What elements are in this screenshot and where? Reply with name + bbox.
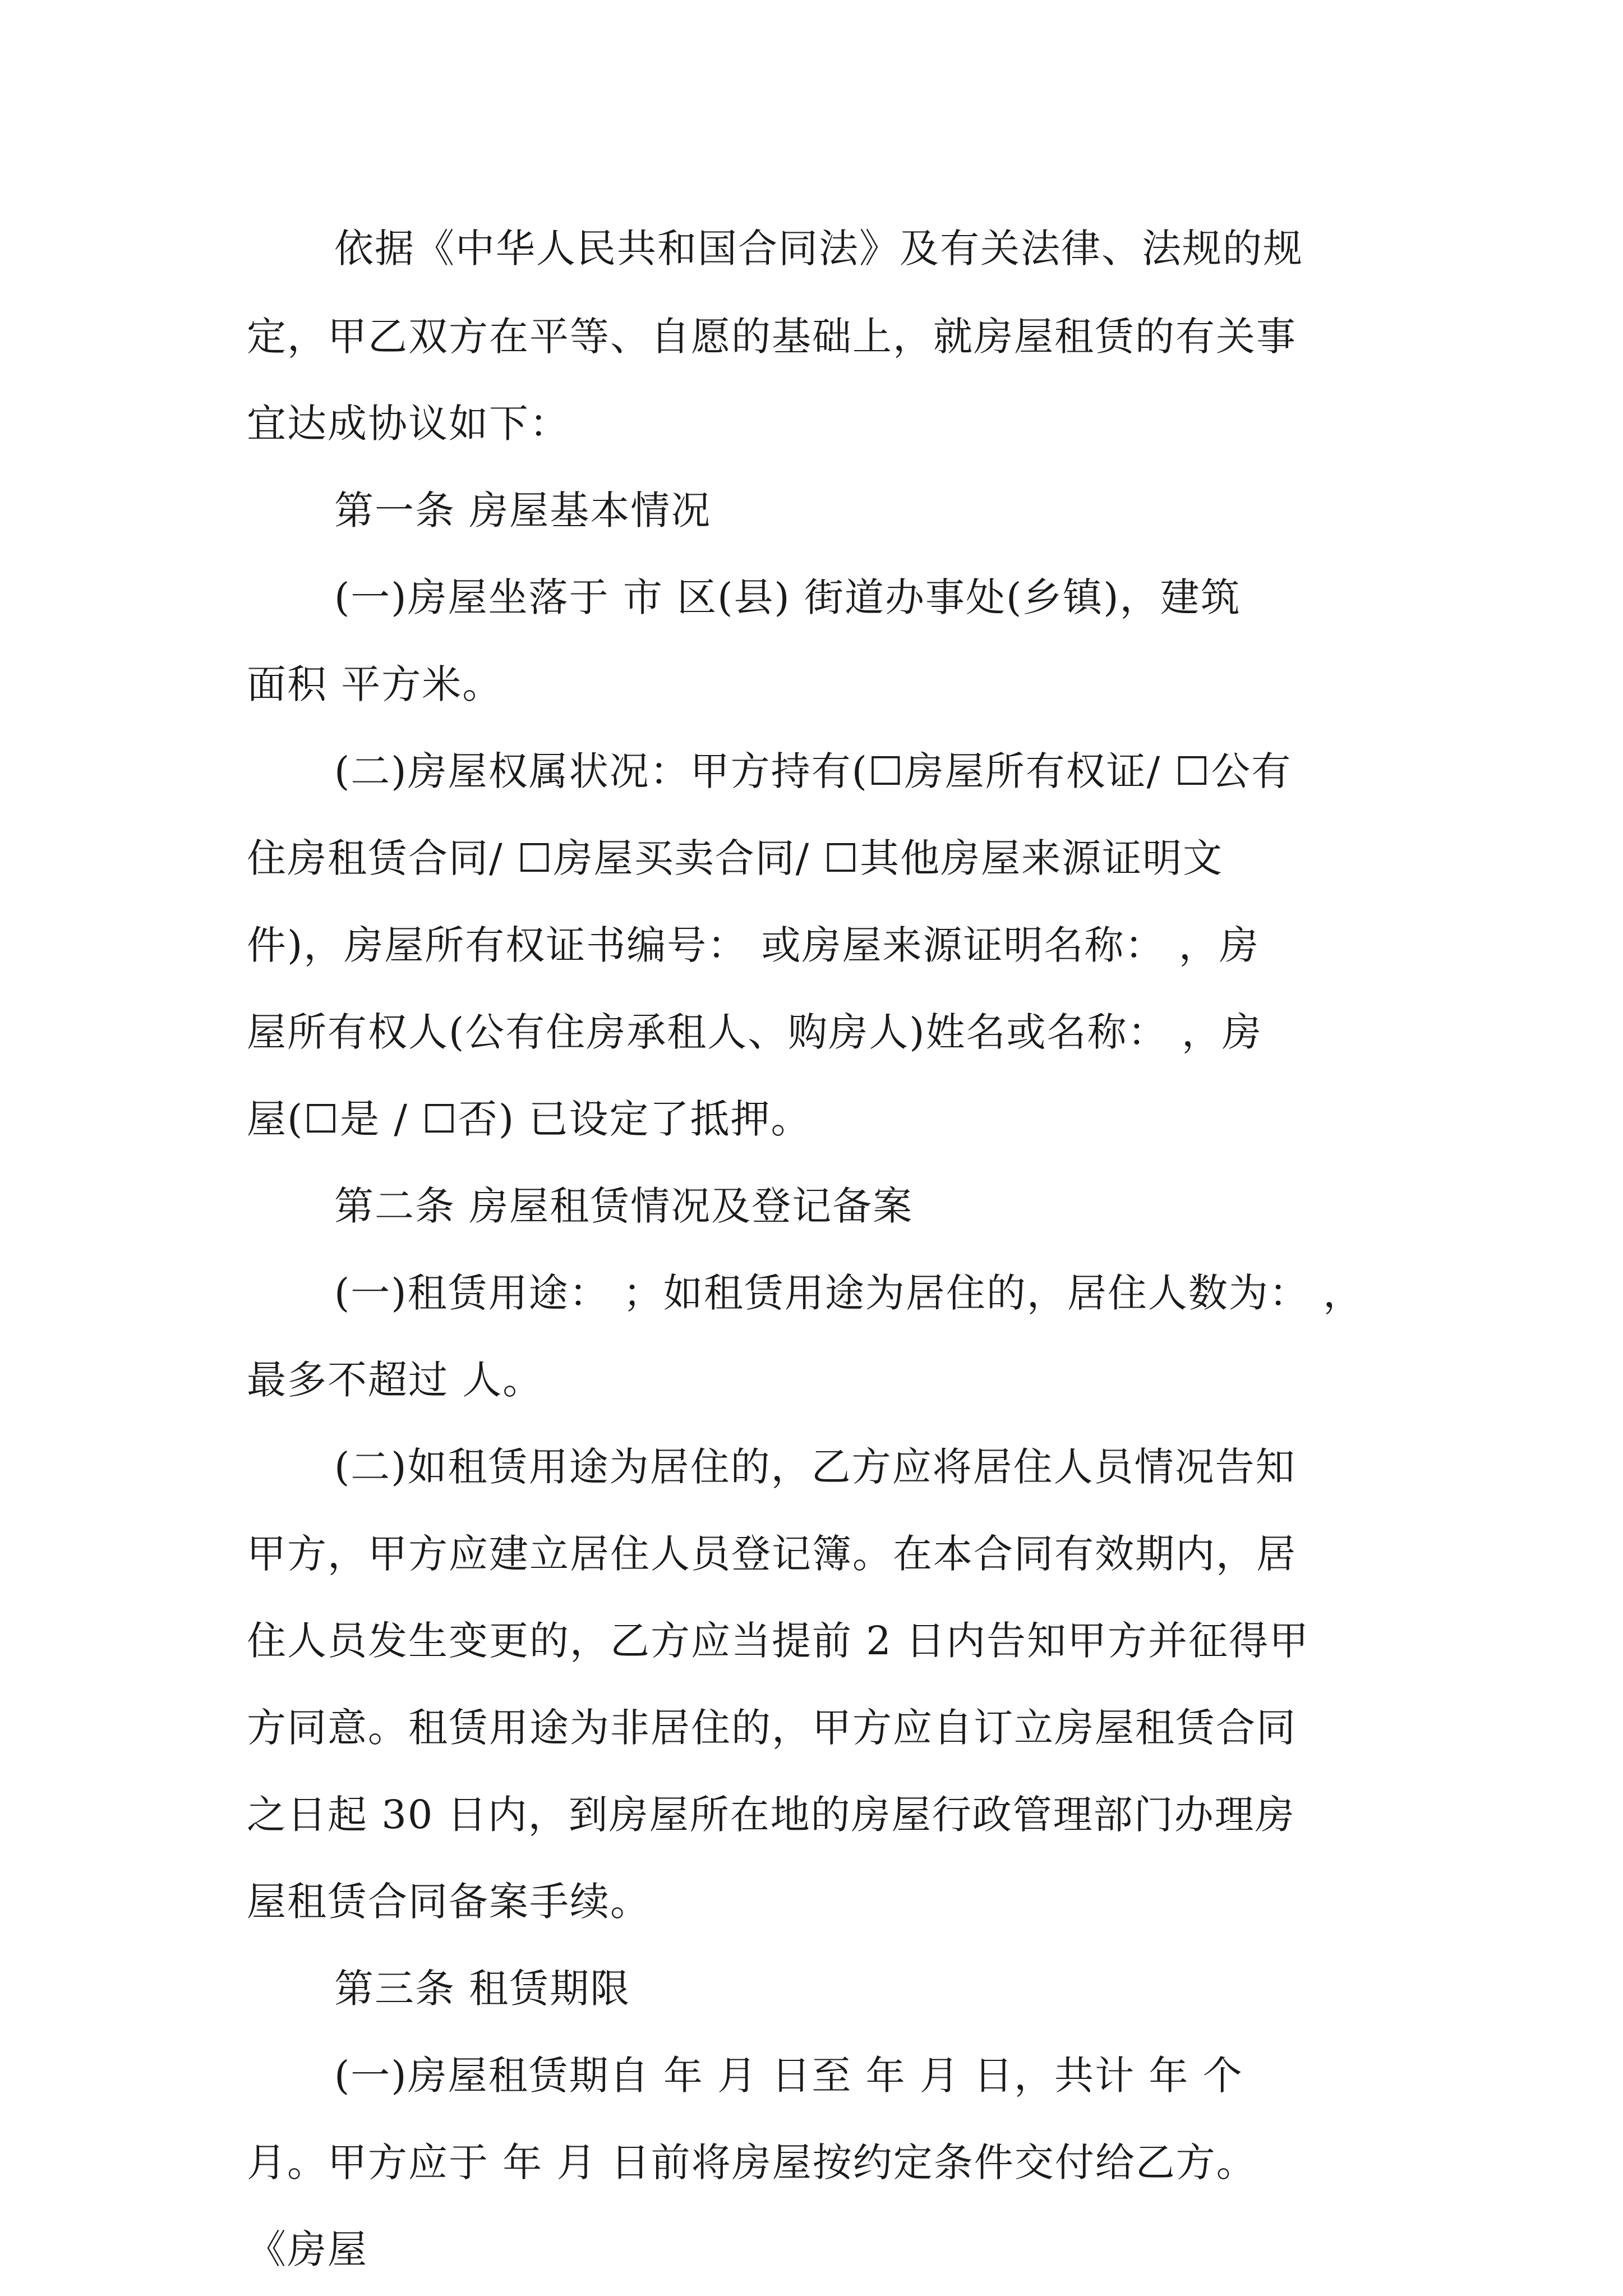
text-line: (一)房屋租赁期自 年 月 日至 年 月 日，共计 年 个 bbox=[334, 2053, 1243, 2099]
text-line: 依据《中华人民共和国合同法》及有关法律、法规的规 bbox=[334, 226, 1303, 272]
text-line: 屋租赁合同备案手续。 bbox=[247, 1879, 651, 1925]
text-line: 住房租赁合同/ ☐房屋买卖合同/ ☐其他房屋来源证明文 bbox=[247, 835, 1224, 881]
text-line: 面积 平方米。 bbox=[247, 661, 503, 707]
text-line: 住人员发生变更的，乙方应当提前 2 日内告知甲方并征得甲 bbox=[247, 1618, 1310, 1664]
text-line: 最多不超过 人。 bbox=[247, 1357, 543, 1403]
section-heading: 第二条 房屋租赁情况及登记备案 bbox=[334, 1183, 914, 1229]
text-line: 甲方，甲方应建立居住人员登记簿。在本合同有效期内，居 bbox=[247, 1531, 1297, 1577]
text-line: (二)房屋权属状况：甲方持有(☐房屋所有权证/ ☐公有 bbox=[334, 748, 1292, 794]
text-line: (二)如租赁用途为居住的，乙方应将居住人员情况告知 bbox=[334, 1444, 1296, 1490]
text-line: (一)租赁用途： ；如租赁用途为居住的，居住人数为： ， bbox=[334, 1270, 1364, 1316]
text-line: 《房屋 bbox=[247, 2226, 368, 2272]
section-heading: 第一条 房屋基本情况 bbox=[334, 487, 712, 533]
text-line: 方同意。租赁用途为非居住的，甲方应自订立房屋租赁合同 bbox=[247, 1705, 1297, 1751]
section-heading: 第三条 租赁期限 bbox=[334, 1966, 631, 2012]
text-line: 屋(☐是 / ☐否) 已设定了抵押。 bbox=[247, 1096, 811, 1142]
text-line: 之日起 30 日内，到房屋所在地的房屋行政管理部门办理房 bbox=[247, 1792, 1295, 1838]
text-line: 件)，房屋所有权证书编号： 或房屋来源证明名称： ，房 bbox=[247, 922, 1260, 968]
text-line: 月。甲方应于 年 月 日前将房屋按约定条件交付给乙方。 bbox=[247, 2139, 1257, 2185]
text-line: (一)房屋坐落于 市 区(县) 街道办事处(乡镇)，建筑 bbox=[334, 574, 1241, 620]
text-line: 定，甲乙双方在平等、自愿的基础上，就房屋租赁的有关事 bbox=[247, 314, 1297, 360]
text-line: 宜达成协议如下： bbox=[247, 401, 570, 447]
text-line: 屋所有权人(公有住房承租人、购房人)姓名或名称： ，房 bbox=[247, 1009, 1262, 1055]
